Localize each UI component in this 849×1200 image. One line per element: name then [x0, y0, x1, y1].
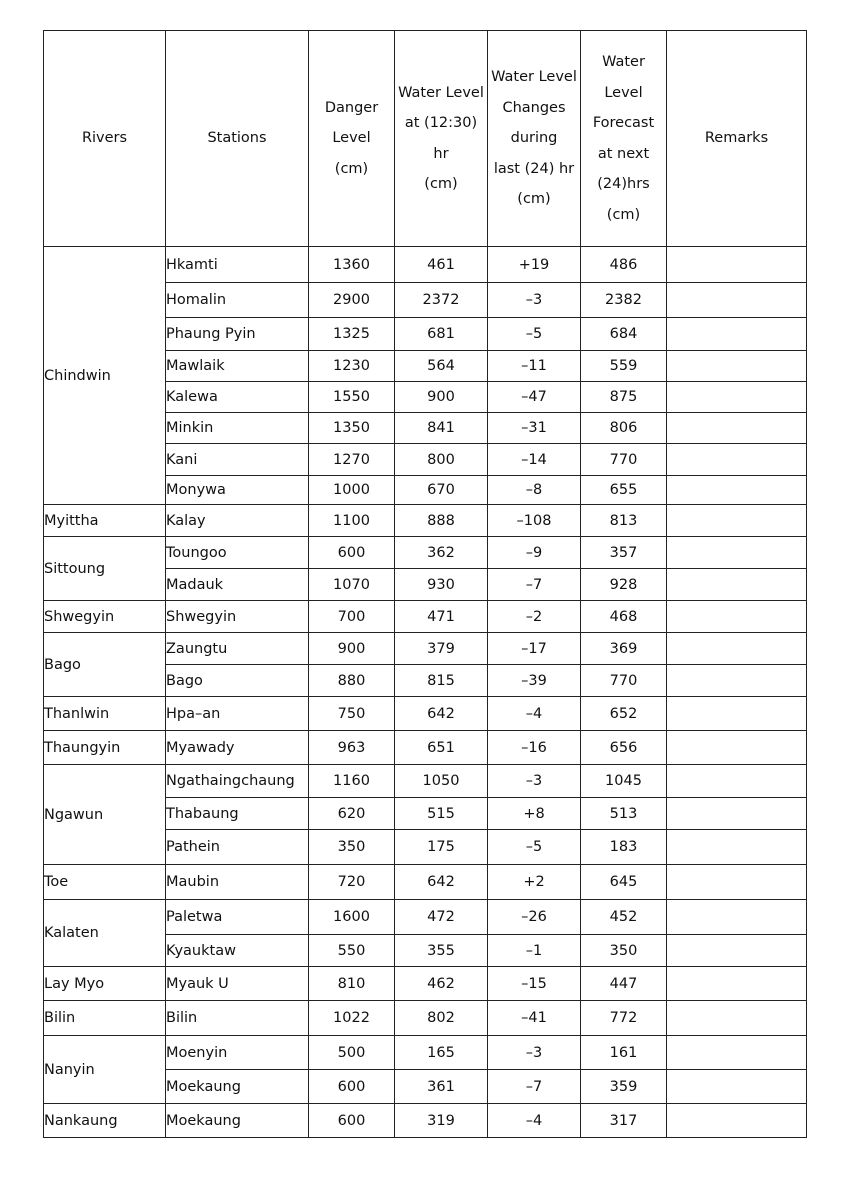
- forecast-cell: 1045: [581, 765, 667, 798]
- river-cell: Thanlwin: [44, 697, 166, 731]
- remarks-cell: [667, 798, 807, 830]
- header-line: Water Level: [491, 69, 577, 86]
- level-change-cell: –4: [488, 697, 581, 731]
- river-cell: Kalaten: [44, 900, 166, 967]
- station-cell: Pathein: [166, 830, 309, 865]
- danger-level-cell: 550: [309, 935, 395, 967]
- forecast-cell: 806: [581, 413, 667, 444]
- river-cell: Chindwin: [44, 247, 166, 505]
- remarks-cell: [667, 830, 807, 865]
- level-change-cell: +8: [488, 798, 581, 830]
- remarks-cell: [667, 601, 807, 633]
- forecast-cell: 452: [581, 900, 667, 935]
- station-cell: Kyauktaw: [166, 935, 309, 967]
- level-change-cell: –3: [488, 283, 581, 318]
- danger-level-cell: 1022: [309, 1001, 395, 1036]
- forecast-cell: 468: [581, 601, 667, 633]
- river-cell: Bilin: [44, 1001, 166, 1036]
- water-level-cell: 670: [395, 476, 488, 505]
- forecast-cell: 655: [581, 476, 667, 505]
- station-cell: Monywa: [166, 476, 309, 505]
- level-change-cell: –26: [488, 900, 581, 935]
- remarks-cell: [667, 247, 807, 283]
- forecast-cell: 350: [581, 935, 667, 967]
- table-row: [44, 1001, 807, 1036]
- header-water-level: [395, 31, 488, 247]
- forecast-cell: 359: [581, 1070, 667, 1104]
- level-change-cell: –41: [488, 1001, 581, 1036]
- table-row: [44, 537, 807, 569]
- table-row: [44, 1036, 807, 1070]
- forecast-cell: 684: [581, 318, 667, 351]
- remarks-cell: [667, 665, 807, 697]
- danger-level-cell: 1550: [309, 382, 395, 413]
- station-cell: Maubin: [166, 865, 309, 900]
- danger-level-cell: 500: [309, 1036, 395, 1070]
- level-change-cell: –108: [488, 505, 581, 537]
- danger-level-cell: 1360: [309, 247, 395, 283]
- danger-level-cell: 1325: [309, 318, 395, 351]
- header-line: at next: [597, 145, 650, 162]
- river-cell: Lay Myo: [44, 967, 166, 1001]
- forecast-cell: 772: [581, 1001, 667, 1036]
- water-level-cell: 355: [395, 935, 488, 967]
- water-level-cell: 841: [395, 413, 488, 444]
- water-level-cell: 471: [395, 601, 488, 633]
- header-line: Level: [332, 130, 371, 147]
- water-level-cell: 472: [395, 900, 488, 935]
- table-row: [44, 601, 807, 633]
- river-cell: Myittha: [44, 505, 166, 537]
- remarks-cell: [667, 697, 807, 731]
- level-change-cell: –14: [488, 444, 581, 476]
- water-level-cell: 319: [395, 1104, 488, 1138]
- header-line: (cm): [606, 206, 641, 223]
- level-change-cell: +19: [488, 247, 581, 283]
- station-cell: Phaung Pyin: [166, 318, 309, 351]
- danger-level-cell: 720: [309, 865, 395, 900]
- level-change-cell: –39: [488, 665, 581, 697]
- station-cell: Zaungtu: [166, 633, 309, 665]
- danger-level-cell: 1160: [309, 765, 395, 798]
- forecast-cell: 2382: [581, 283, 667, 318]
- header-line: Changes: [502, 99, 566, 116]
- forecast-cell: 183: [581, 830, 667, 865]
- danger-level-cell: 1230: [309, 351, 395, 382]
- station-cell: Paletwa: [166, 900, 309, 935]
- water-level-cell: 379: [395, 633, 488, 665]
- danger-level-cell: 880: [309, 665, 395, 697]
- forecast-cell: 317: [581, 1104, 667, 1138]
- header-level-changes: [488, 31, 581, 247]
- water-level-cell: 800: [395, 444, 488, 476]
- remarks-cell: [667, 967, 807, 1001]
- water-level-cell: 651: [395, 731, 488, 765]
- level-change-cell: –7: [488, 569, 581, 601]
- remarks-cell: [667, 633, 807, 665]
- water-level-table: [43, 30, 807, 1138]
- danger-level-cell: 700: [309, 601, 395, 633]
- level-change-cell: –31: [488, 413, 581, 444]
- header-line: last (24) hr: [493, 160, 575, 177]
- remarks-cell: [667, 865, 807, 900]
- remarks-cell: [667, 1070, 807, 1104]
- danger-level-cell: 750: [309, 697, 395, 731]
- remarks-cell: [667, 537, 807, 569]
- river-cell: Bago: [44, 633, 166, 697]
- water-level-cell: 815: [395, 665, 488, 697]
- station-cell: Toungoo: [166, 537, 309, 569]
- remarks-cell: [667, 935, 807, 967]
- station-cell: Kani: [166, 444, 309, 476]
- remarks-cell: [667, 413, 807, 444]
- level-change-cell: –5: [488, 318, 581, 351]
- station-cell: Thabaung: [166, 798, 309, 830]
- table-row: [44, 967, 807, 1001]
- header-danger-level: [309, 31, 395, 247]
- water-level-cell: 564: [395, 351, 488, 382]
- station-cell: Kalewa: [166, 382, 309, 413]
- remarks-cell: [667, 765, 807, 798]
- header-line: (cm): [517, 191, 551, 208]
- forecast-cell: 652: [581, 697, 667, 731]
- remarks-cell: [667, 444, 807, 476]
- water-level-cell: 461: [395, 247, 488, 283]
- forecast-cell: 645: [581, 865, 667, 900]
- table-row: [44, 247, 807, 283]
- water-level-cell: 888: [395, 505, 488, 537]
- header-line: (24)hrs: [597, 176, 650, 192]
- level-change-cell: –4: [488, 1104, 581, 1138]
- forecast-cell: 486: [581, 247, 667, 283]
- water-level-cell: 2372: [395, 283, 488, 318]
- danger-level-cell: 600: [309, 1070, 395, 1104]
- table-row: [44, 731, 807, 765]
- table-row: [44, 865, 807, 900]
- forecast-cell: 513: [581, 798, 667, 830]
- remarks-cell: [667, 1036, 807, 1070]
- water-level-cell: 165: [395, 1036, 488, 1070]
- water-level-cell: 1050: [395, 765, 488, 798]
- danger-level-cell: 350: [309, 830, 395, 865]
- danger-level-cell: 1070: [309, 569, 395, 601]
- level-change-cell: +2: [488, 865, 581, 900]
- danger-level-cell: 1270: [309, 444, 395, 476]
- header-remarks: Remarks: [667, 31, 807, 247]
- river-cell: Sittoung: [44, 537, 166, 601]
- forecast-cell: 875: [581, 382, 667, 413]
- remarks-cell: [667, 283, 807, 318]
- station-cell: Shwegyin: [166, 601, 309, 633]
- level-change-cell: –5: [488, 830, 581, 865]
- remarks-cell: [667, 505, 807, 537]
- river-cell: Ngawun: [44, 765, 166, 865]
- station-cell: Madauk: [166, 569, 309, 601]
- remarks-cell: [667, 569, 807, 601]
- forecast-cell: 770: [581, 444, 667, 476]
- header-forecast: [581, 31, 667, 247]
- station-cell: Moekaung: [166, 1104, 309, 1138]
- forecast-cell: 813: [581, 505, 667, 537]
- river-cell: Shwegyin: [44, 601, 166, 633]
- header-line: (cm): [334, 160, 369, 177]
- remarks-cell: [667, 318, 807, 351]
- station-cell: Homalin: [166, 283, 309, 318]
- level-change-cell: –15: [488, 967, 581, 1001]
- header-line: (cm): [424, 176, 458, 192]
- remarks-cell: [667, 476, 807, 505]
- danger-level-cell: 1350: [309, 413, 395, 444]
- level-change-cell: –16: [488, 731, 581, 765]
- water-level-cell: 362: [395, 537, 488, 569]
- remarks-cell: [667, 351, 807, 382]
- station-cell: Moekaung: [166, 1070, 309, 1104]
- remarks-cell: [667, 1001, 807, 1036]
- remarks-cell: [667, 382, 807, 413]
- header-line: during: [510, 130, 558, 147]
- water-level-cell: 802: [395, 1001, 488, 1036]
- header-line: Water: [602, 54, 645, 70]
- level-change-cell: –9: [488, 537, 581, 569]
- station-cell: Hpa–an: [166, 697, 309, 731]
- level-change-cell: –17: [488, 633, 581, 665]
- level-change-cell: –11: [488, 351, 581, 382]
- forecast-cell: 357: [581, 537, 667, 569]
- danger-level-cell: 2900: [309, 283, 395, 318]
- station-cell: Bago: [166, 665, 309, 697]
- header-line: Water Level: [398, 84, 484, 101]
- water-level-cell: 462: [395, 967, 488, 1001]
- forecast-cell: 369: [581, 633, 667, 665]
- danger-level-cell: 1000: [309, 476, 395, 505]
- danger-level-cell: 600: [309, 537, 395, 569]
- table-row: [44, 765, 807, 798]
- remarks-cell: [667, 900, 807, 935]
- danger-level-cell: 600: [309, 1104, 395, 1138]
- water-level-cell: 175: [395, 830, 488, 865]
- danger-level-cell: 1600: [309, 900, 395, 935]
- station-cell: Ngathaingchaung: [166, 765, 309, 798]
- river-cell: Thaungyin: [44, 731, 166, 765]
- header-line: Level: [604, 84, 643, 101]
- remarks-cell: [667, 731, 807, 765]
- level-change-cell: –2: [488, 601, 581, 633]
- forecast-cell: 928: [581, 569, 667, 601]
- station-cell: Mawlaik: [166, 351, 309, 382]
- forecast-cell: 656: [581, 731, 667, 765]
- forecast-cell: 770: [581, 665, 667, 697]
- river-cell: Nanyin: [44, 1036, 166, 1104]
- header-stations: Stations: [166, 31, 309, 247]
- water-level-cell: 515: [395, 798, 488, 830]
- table-body: [44, 247, 807, 1138]
- danger-level-cell: 620: [309, 798, 395, 830]
- danger-level-cell: 1100: [309, 505, 395, 537]
- table-row: [44, 697, 807, 731]
- table-row: [44, 1104, 807, 1138]
- header-line: at (12:30) hr: [404, 115, 478, 162]
- level-change-cell: –3: [488, 765, 581, 798]
- level-change-cell: –47: [488, 382, 581, 413]
- level-change-cell: –1: [488, 935, 581, 967]
- water-level-cell: 900: [395, 382, 488, 413]
- water-level-cell: 681: [395, 318, 488, 351]
- table-header: [44, 31, 807, 247]
- header-line: Danger: [324, 99, 379, 116]
- remarks-cell: [667, 1104, 807, 1138]
- station-cell: Kalay: [166, 505, 309, 537]
- water-level-cell: 642: [395, 865, 488, 900]
- station-cell: Bilin: [166, 1001, 309, 1036]
- forecast-cell: 161: [581, 1036, 667, 1070]
- danger-level-cell: 963: [309, 731, 395, 765]
- header-rivers: Rivers: [44, 31, 166, 247]
- table-row: [44, 633, 807, 665]
- station-cell: Myauk U: [166, 967, 309, 1001]
- danger-level-cell: 810: [309, 967, 395, 1001]
- station-cell: Moenyin: [166, 1036, 309, 1070]
- station-cell: Myawady: [166, 731, 309, 765]
- forecast-cell: 559: [581, 351, 667, 382]
- forecast-cell: 447: [581, 967, 667, 1001]
- table-row: [44, 900, 807, 935]
- header-line: Forecast: [592, 115, 655, 131]
- level-change-cell: –3: [488, 1036, 581, 1070]
- table-row: [44, 505, 807, 537]
- level-change-cell: –8: [488, 476, 581, 505]
- water-level-cell: 642: [395, 697, 488, 731]
- station-cell: Hkamti: [166, 247, 309, 283]
- water-level-cell: 930: [395, 569, 488, 601]
- river-cell: Toe: [44, 865, 166, 900]
- level-change-cell: –7: [488, 1070, 581, 1104]
- river-cell: Nankaung: [44, 1104, 166, 1138]
- station-cell: Minkin: [166, 413, 309, 444]
- danger-level-cell: 900: [309, 633, 395, 665]
- water-level-cell: 361: [395, 1070, 488, 1104]
